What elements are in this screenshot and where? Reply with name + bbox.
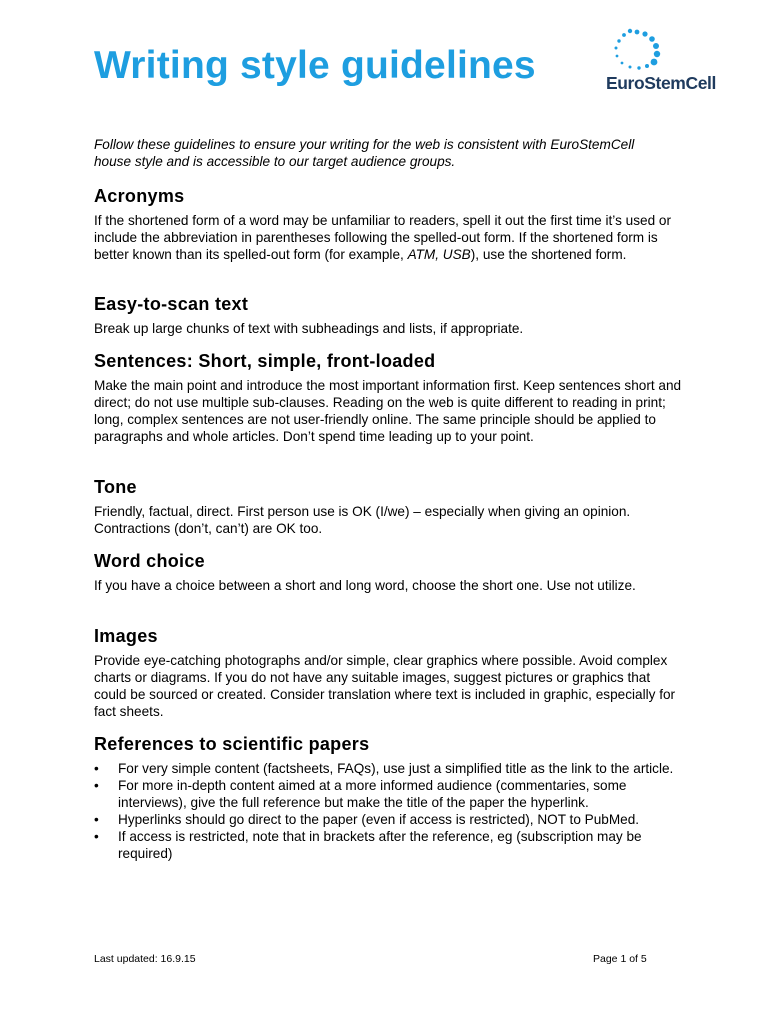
- section-body: Make the main point and introduce the most important information first. Keep sentences short and direct; do not use multiple sub-clauses. Reading on the web is quite different to reading in print; long, complex sentences are not user-friendly online. The same principle should be applied to paragraphs and whole articles. Don’t spend time leading up to your point.: [94, 378, 682, 444]
- section-acronyms: [94, 185, 684, 263]
- page-title: Writing style guidelines: [94, 44, 536, 87]
- section-heading: Word choice: [94, 551, 205, 571]
- section-body: [94, 212, 684, 263]
- section-heading: Tone: [94, 477, 137, 497]
- logo-dots-icon: [600, 26, 726, 76]
- list-item-text: Hyperlinks should go direct to the paper (even if access is restricted), NOT to PubMed.: [118, 812, 640, 827]
- body-text-end: ), use the shortened form.: [470, 247, 627, 262]
- section-heading: Images: [94, 626, 158, 646]
- list-item: [94, 777, 684, 811]
- section-images: [94, 625, 684, 720]
- section-word-choice: [94, 550, 684, 594]
- section-sentences: [94, 350, 684, 445]
- bullet-icon: •: [94, 778, 99, 793]
- intro-paragraph: Follow these guidelines to ensure your writing for the web is consistent with EuroStemCell house style and is accessible to our target audience groups.: [94, 137, 635, 169]
- page-number: Page 1 of 5: [593, 953, 647, 965]
- section-body: Friendly, factual, direct. First person use is OK (I/we) – especially when giving an opinion. Contractions (don’t, can’t) are OK too.: [94, 504, 631, 536]
- section-references: [94, 733, 684, 862]
- references-list: [94, 760, 684, 862]
- section-body: If you have a choice between a short and long word, choose the short one. Use not utilize.: [94, 578, 636, 593]
- section-easy-to-scan: [94, 293, 684, 337]
- bullet-icon: •: [94, 829, 99, 844]
- section-heading: Easy-to-scan text: [94, 294, 249, 314]
- last-updated: Last updated: 16.9.15: [94, 953, 196, 965]
- logo-text: EuroStemCell: [606, 73, 716, 93]
- body-text: If the shortened form of a word may be unfamiliar to readers, spell it out the first time it’s used or include the abbreviation in parentheses following the spelled-out form. If the shortened form is better known than its spelled-out form (for example,: [94, 213, 671, 262]
- section-heading: Acronyms: [94, 186, 185, 206]
- section-heading: Sentences: Short, simple, front-loaded: [94, 351, 436, 371]
- list-item-text: For more in-depth content aimed at a more informed audience (commentaries, some interviews), give the full reference but make the title of the paper the hyperlink.: [118, 778, 627, 810]
- section-tone: [94, 476, 684, 537]
- section-body: Provide eye-catching photographs and/or simple, clear graphics where possible. Avoid complex charts or diagrams. If you do not have any suitable images, suggest pictures or graphics that could be sourced or created. Consider translation where text is included in graphic, especially for fact sheets.: [94, 653, 676, 719]
- section-heading: References to scientific papers: [94, 734, 370, 754]
- list-item: [94, 760, 684, 777]
- bullet-icon: •: [94, 812, 99, 827]
- list-item: [94, 828, 684, 862]
- body-example: ATM, USB: [407, 247, 471, 262]
- eurostemcell-logo: [600, 26, 726, 96]
- list-item-text: If access is restricted, note that in brackets after the reference, eg (subscription may be required): [118, 829, 642, 861]
- section-body: Break up large chunks of text with subheadings and lists, if appropriate.: [94, 321, 524, 336]
- list-item: [94, 811, 684, 828]
- bullet-icon: •: [94, 761, 99, 776]
- list-item-text: For very simple content (factsheets, FAQs), use just a simplified title as the link to the article.: [118, 761, 674, 776]
